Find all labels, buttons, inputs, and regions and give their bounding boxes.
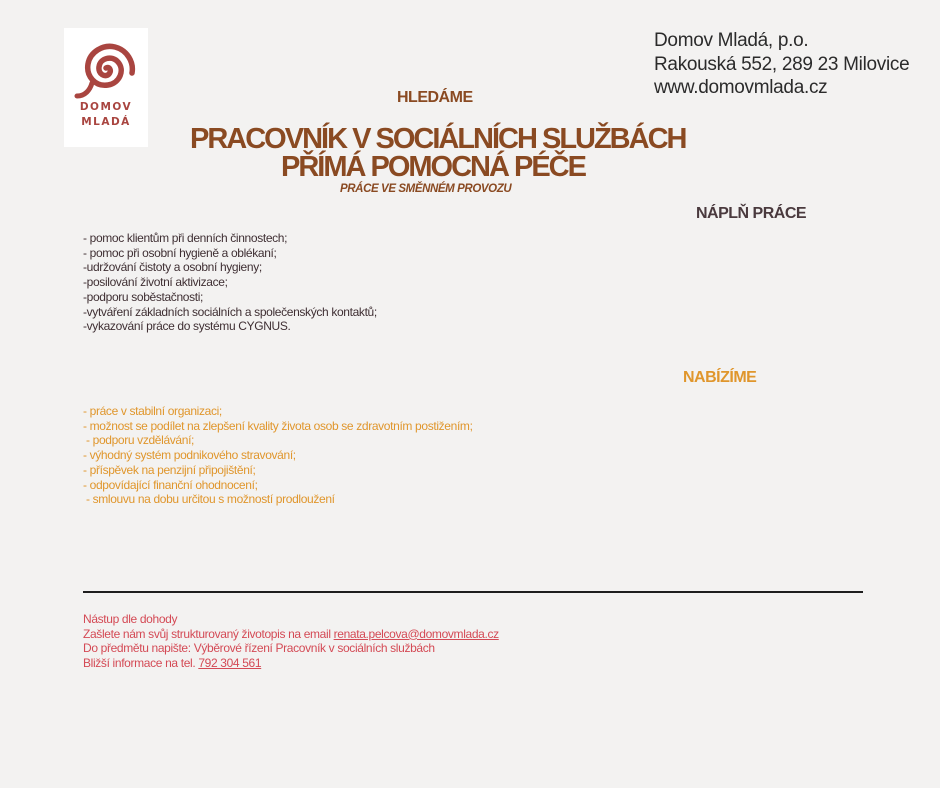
organization-website[interactable]: www.domovmlada.cz — [654, 77, 828, 98]
list-item: -vykazování práce do systému CYGNUS. — [83, 319, 291, 334]
cv-instruction-text: Zašlete nám svůj strukturovaný životopis na email — [83, 626, 334, 641]
organization-address: Rakouská 552, 289 23 Milovice — [654, 53, 910, 75]
email-link[interactable]: renata.pelcova@domovmlada.cz — [333, 626, 499, 641]
list-item: -udržování čistoty a osobní hygieny; — [83, 260, 262, 275]
contact-block — [654, 29, 909, 100]
phone-info-text: Bližší informace na tel. — [83, 655, 199, 670]
divider — [83, 591, 863, 593]
kicker-heading: HLEDÁME — [397, 89, 473, 106]
list-item: - podporu vzdělávání; — [83, 433, 195, 448]
start-date-note: Nástup dle dohody — [83, 612, 178, 626]
list-item: - práce v stabilní organizaci; — [83, 404, 222, 418]
subject-instruction: Do předmětu napište: Výběrové řízení Pracovník v sociálních službách — [83, 641, 435, 656]
offers-heading: NABÍZÍME — [683, 369, 757, 386]
spiral-icon — [73, 38, 139, 100]
logo-text-mlada: MLADÁ — [81, 116, 131, 128]
job-title-line2: PŘÍMÁ POMOCNÁ PÉČE — [281, 151, 585, 183]
list-item: - odpovídající finanční ohodnocení; — [83, 477, 258, 492]
logo-text-domov: DOMOV — [79, 101, 133, 113]
cv-instruction — [83, 627, 499, 642]
list-item: - příspěvek na penzijní připojištění; — [83, 462, 256, 477]
job-title-line1: PRACOVNÍK V SOCIÁLNÍCH SLUŽBÁCH — [190, 123, 686, 155]
list-item: - pomoc klientům při denních činnostech; — [83, 231, 288, 245]
offers-list — [83, 404, 473, 507]
list-item: - výhodný systém podnikového stravování; — [83, 448, 296, 463]
duties-heading: NÁPLŇ PRÁCE — [696, 205, 807, 222]
list-item: - možnost se podílet na zlepšení kvality života osob se zdravotním postižením; — [83, 418, 473, 433]
list-item: - pomoc při osobní hygieně a oblékaní; — [83, 245, 277, 260]
logo — [64, 28, 148, 147]
list-item: -posilování životní aktivizace; — [83, 275, 228, 290]
list-item: -podporu soběstačnosti; — [83, 289, 204, 304]
phone-link[interactable]: 792 304 561 — [198, 655, 262, 670]
footer-info — [83, 612, 499, 670]
duties-list — [83, 231, 377, 334]
phone-info — [83, 656, 499, 671]
list-item: -vytváření základních sociálních a společenských kontaktů; — [83, 304, 377, 319]
organization-name: Domov Mladá, p.o. — [654, 30, 809, 51]
job-subtitle: PRÁCE VE SMĚNNÉM PROVOZU — [340, 183, 512, 195]
list-item: - smlouvu na dobu určitou s možností prodloužení — [83, 492, 335, 507]
